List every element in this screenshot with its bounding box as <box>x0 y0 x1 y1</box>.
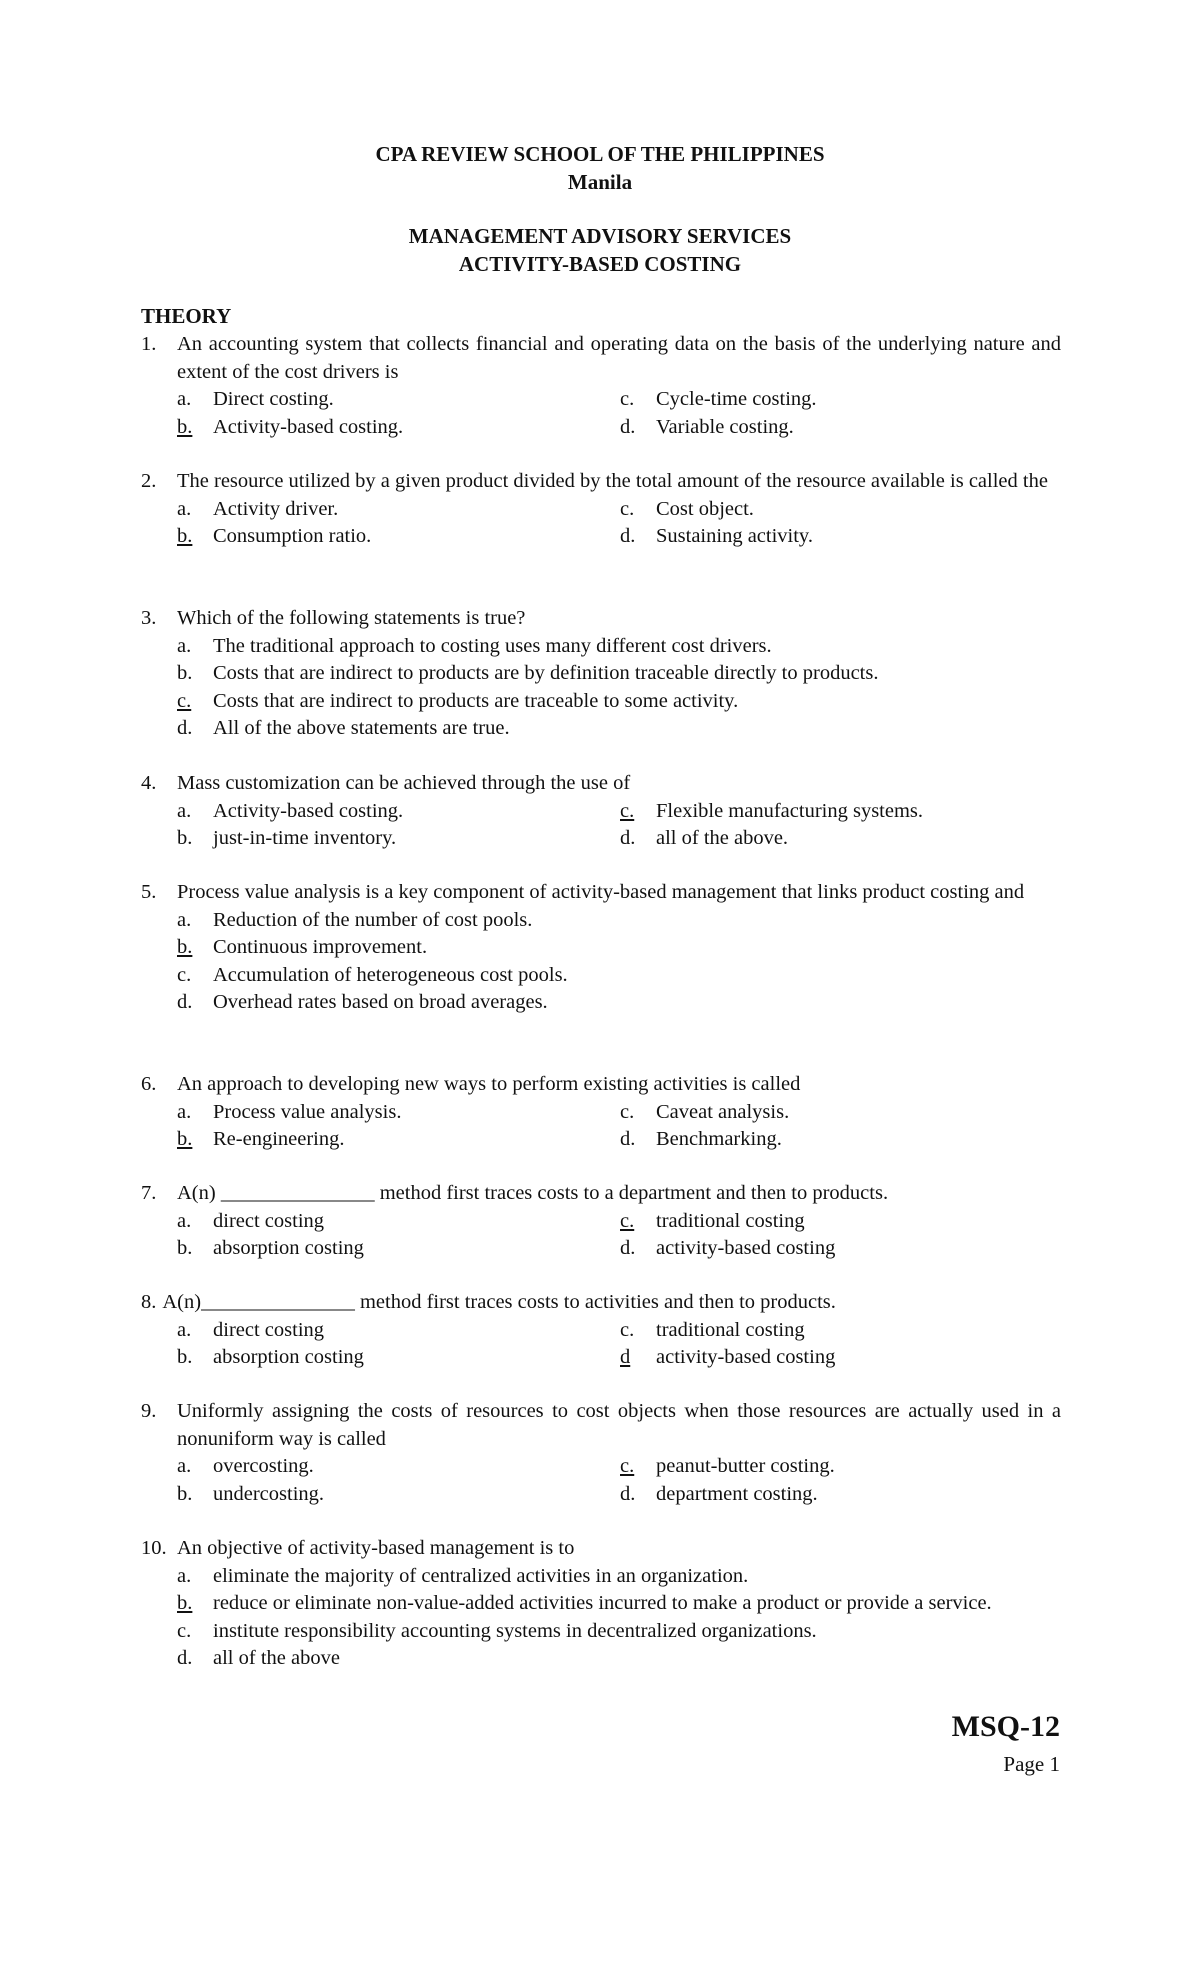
answer-marker: b. <box>177 415 193 438</box>
question-stem: The resource utilized by a given product divided by the total amount of the resource available is called the <box>177 470 1048 492</box>
question-7 <box>141 1180 1061 1263</box>
answer-marker: d <box>620 1346 631 1368</box>
option-a: a. Activity-based costing. <box>177 799 404 822</box>
answer-marker: b. <box>177 1592 193 1614</box>
question-number: 4. <box>141 772 157 794</box>
school-city: Manila <box>567 170 633 194</box>
document-code: MSQ-12 <box>951 1710 1060 1743</box>
option-b: b. absorption costing <box>177 1346 364 1368</box>
question-2 <box>141 468 1061 551</box>
option-d: d. department costing. <box>620 1482 818 1505</box>
option-d: d activity-based costing <box>620 1344 1061 1372</box>
option-d: d. activity-based costing <box>620 1237 836 1259</box>
question-number: 2. <box>141 470 157 492</box>
question-stem: A(n)_______________ method first traces costs to activities and then to products. <box>162 1291 836 1313</box>
answer-marker: b. <box>177 525 193 547</box>
option-c: c. Flexible manufacturing systems. <box>620 798 1061 826</box>
option-b: b. just-in-time inventory. <box>177 827 397 849</box>
option-b: b. Costs that are indirect to products are by definition traceable directly to products. <box>177 662 879 684</box>
answer-marker: c. <box>177 689 192 712</box>
question-number: 5. <box>141 881 157 903</box>
option-c: c. Cost object. <box>620 497 754 520</box>
option-b: b. Re-engineering. <box>177 1126 620 1154</box>
option-c: c. peanut-butter costing. <box>620 1453 1061 1481</box>
subject-title: MANAGEMENT ADVISORY SERVICES <box>408 224 792 248</box>
option-d: d. Benchmarking. <box>620 1128 782 1150</box>
question-stem: Uniformly assigning the costs of resources to cost objects when those resources are actually used in a nonuniform way is called <box>177 1400 1061 1450</box>
question-number: 7. <box>141 1182 157 1204</box>
option-a: a. The traditional approach to costing uses many different cost drivers. <box>177 634 772 657</box>
option-d: d. Overhead rates based on broad averages. <box>177 991 548 1013</box>
option-a: a. Process value analysis. <box>177 1100 402 1123</box>
question-stem: A(n) _______________ method first traces costs to a department and then to products. <box>177 1182 889 1204</box>
school-name: CPA REVIEW SCHOOL OF THE PHILIPPINES <box>375 142 825 166</box>
option-d: d. All of the above statements are true. <box>177 717 510 739</box>
option-b: b. absorption costing <box>177 1237 364 1259</box>
answer-marker: c. <box>620 799 635 822</box>
option-a: a. eliminate the majority of centralized activities in an organization. <box>177 1564 749 1587</box>
question-stem: Process value analysis is a key component of activity-based management that links product costing and <box>177 881 1025 903</box>
option-d: d. all of the above. <box>620 827 789 849</box>
question-stem: An objective of activity-based management is to <box>177 1537 575 1559</box>
answer-marker: b. <box>177 936 193 958</box>
question-number: 3. <box>141 607 157 629</box>
answer-marker: c. <box>620 1455 635 1477</box>
question-stem: Which of the following statements is true? <box>177 607 526 629</box>
option-a: a. Activity driver. <box>177 497 339 520</box>
question-6 <box>141 1071 1061 1154</box>
question-stem: Mass customization can be achieved through the use of <box>177 772 631 794</box>
question-3 <box>141 605 1061 743</box>
option-a: a. direct costing <box>177 1209 325 1232</box>
topic-title: ACTIVITY-BASED COSTING <box>458 252 742 276</box>
option-b: b. Activity-based costing. <box>177 414 620 442</box>
option-a: a. overcosting. <box>177 1455 314 1477</box>
question-4 <box>141 770 1061 853</box>
option-a: a. direct costing <box>177 1318 325 1341</box>
answer-marker: c. <box>620 1209 635 1232</box>
option-b: b. undercosting. <box>177 1482 325 1505</box>
answer-marker: b. <box>177 1128 193 1150</box>
question-stem: An approach to developing new ways to perform existing activities is called <box>177 1073 801 1095</box>
option-c: c. Cycle-time costing. <box>620 388 817 410</box>
option-c: c. Accumulation of heterogeneous cost pools. <box>177 963 568 986</box>
question-number: 6. <box>141 1073 157 1095</box>
question-10 <box>141 1535 1061 1673</box>
question-number: 1. <box>141 333 157 355</box>
option-b: b. reduce or eliminate non-value-added activities incurred to make a product or provide a service. <box>177 1590 1061 1618</box>
option-c: c. institute responsibility accounting systems in decentralized organizations. <box>177 1619 817 1642</box>
option-d: d. Variable costing. <box>620 415 794 438</box>
option-c: c. traditional costing <box>620 1318 805 1341</box>
option-b: b. Continuous improvement. <box>177 934 1061 962</box>
question-stem: An accounting system that collects financial and operating data on the basis of the underlying nature and extent of the cost drivers is <box>177 333 1061 383</box>
option-d: d. all of the above <box>177 1647 340 1669</box>
section-title: THEORY <box>141 304 232 328</box>
page-number: Page 1 <box>1003 1752 1060 1776</box>
question-9 <box>141 1398 1061 1508</box>
question-number: 10. <box>141 1537 167 1559</box>
option-b: b. Consumption ratio. <box>177 523 620 551</box>
option-a: a. Reduction of the number of cost pools. <box>177 908 533 931</box>
option-c: c. Caveat analysis. <box>620 1100 790 1123</box>
question-1 <box>141 331 1061 441</box>
option-d: d. Sustaining activity. <box>620 525 813 547</box>
option-c: c. traditional costing <box>620 1208 1061 1236</box>
option-a: a. Direct costing. <box>177 388 334 410</box>
question-8 <box>141 1289 1061 1372</box>
question-number: 8. <box>141 1291 157 1313</box>
question-number: 9. <box>141 1400 157 1422</box>
question-5 <box>141 879 1061 1017</box>
option-c: c. Costs that are indirect to products are traceable to some activity. <box>177 688 1061 716</box>
